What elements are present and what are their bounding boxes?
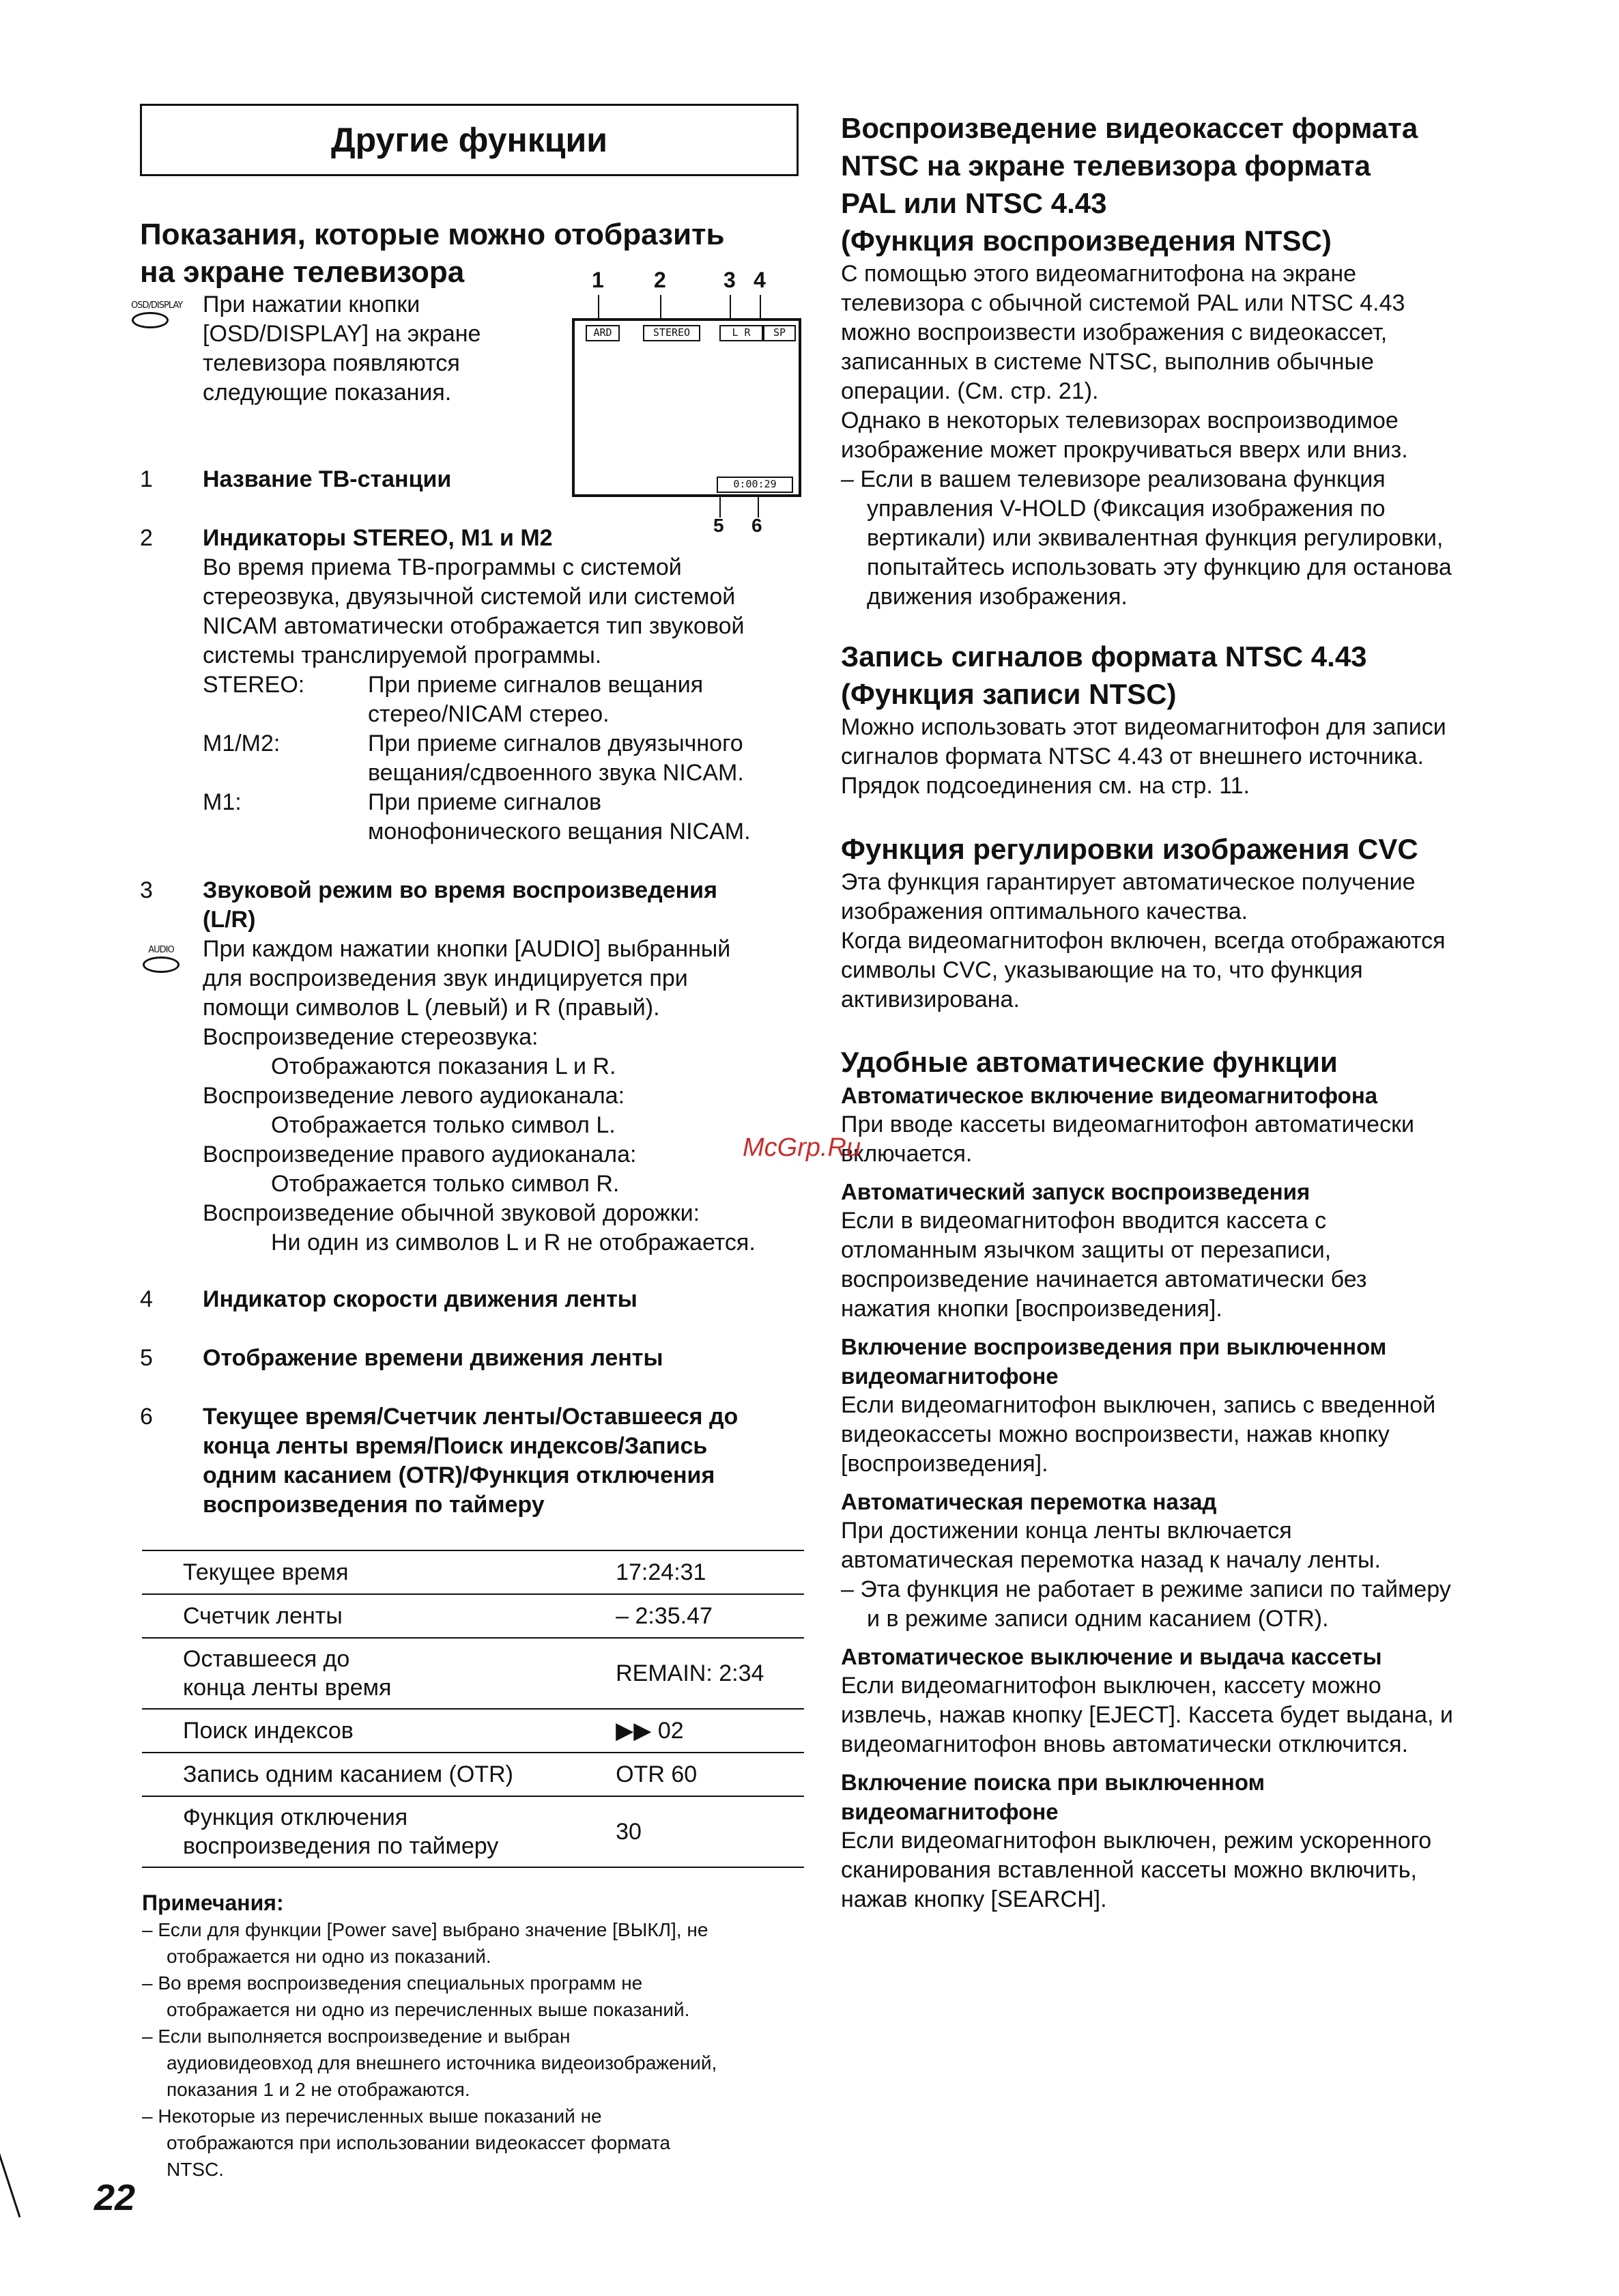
mode-label: Воспроизведение обычной звуковой дорожки: [203,1200,700,1226]
table-cell-value: OTR 60 [609,1753,804,1796]
subsection-title: Автоматический запуск воспроизведения [841,1179,1310,1204]
table-cell-label: Запись одним касанием (OTR) [142,1753,609,1796]
mode-result: Отображается только символ L. [271,1112,616,1138]
item-title: конца ленты время/Поиск индексов/Запись [203,1433,708,1459]
osd-item-3 [140,876,795,1258]
body-line: операции. (См. стр. 21). [841,378,1099,404]
body-line: активизирована. [841,987,1020,1012]
body-line: Можно использовать этот видеомагнитофон для записи [841,714,1446,740]
item-text: Во время приема ТВ-программы с системой [203,554,682,580]
table-row [142,1753,804,1796]
table-cell-label: Текущее время [142,1550,609,1594]
table-row [142,1594,804,1638]
tv-tag-speed: SP [763,325,796,341]
osd-item-1 [140,465,795,494]
body-line: Если в видеомагнитофон вводится кассета с [841,1208,1327,1234]
table-row [142,1796,804,1867]
item-number: 2 [140,525,153,551]
subsection-title: Включение воспроизведения при выключенном [841,1334,1387,1359]
body-line: – Если в вашем телевизоре реализована функция [841,466,1386,492]
page-title: Другие функции [331,121,607,159]
item-title: Индикаторы STEREO, M1 и M2 [203,525,553,551]
tv-tag-lr: L R [719,325,763,341]
section-heading: (Функция записи NTSC) [841,678,1177,710]
auto-functions-section [841,1043,1530,1914]
subsection-title: видеомагнитофоне [841,1363,1059,1389]
tv-number-1: 1 [592,268,604,292]
subsection-title: видеомагнитофоне [841,1799,1059,1824]
item-title: Отображение времени движения ленты [203,1345,663,1371]
item-number: 6 [140,1404,153,1430]
body-line: управления V-HOLD (Фиксация изображения по [867,496,1386,522]
subsection-title: Автоматическое выключение и выдача кассеты [841,1644,1382,1669]
body-line: сканирования вставленной кассеты можно включить, [841,1857,1417,1883]
osd-intro-line: следующие показания. [203,380,452,406]
subsection-title: Включение поиска при выключенном [841,1770,1265,1795]
body-line: видеомагнитофон вновь автоматически отключится. [841,1731,1409,1757]
section-heading: (Функция воспроизведения NTSC) [841,225,1332,257]
subsection-title: Автоматическая перемотка назад [841,1489,1217,1514]
item-title: Индикатор скорости движения ленты [203,1286,637,1312]
osd-item-4 [140,1285,795,1314]
def-term: M1/M2: [203,731,281,756]
def-desc: При приеме сигналов вещания [368,672,704,698]
tv-number-5: 5 [713,515,724,536]
osd-item-2 [140,524,795,847]
ntsc-playback-section [841,109,1530,612]
table-cell-value: 30 [609,1796,804,1867]
body-line: – Эта функция не работает в режиме записи по таймеру [841,1576,1451,1602]
body-line: Однако в некоторых телевизорах воспроизводимое [841,408,1399,434]
item-text: системы транслируемой программы. [203,642,602,668]
tv-number-2: 2 [654,268,666,292]
section-heading: PAL или NTSC 4.43 [841,187,1107,219]
page-title-box [140,104,799,176]
body-line: Если видеомагнитофон выключен, запись с введенной [841,1392,1436,1418]
osd-intro-line: телевизора появляются [203,350,460,376]
item-title: одним касанием (OTR)/Функция отключения [203,1462,715,1488]
body-line: автоматическая перемотка назад к началу ленты. [841,1547,1381,1573]
display-modes-table [142,1550,804,1868]
body-line: [воспроизведения]. [841,1451,1048,1477]
def-term: M1: [203,789,242,815]
subsection-title: Автоматическое включение видеомагнитофона [841,1083,1378,1108]
body-line: телевизора с обычной системой PAL или NTSC 4.43 [841,290,1405,316]
note-item: – Во время воспроизведения специальных программ не отображается ни одно из перечисленных выше показаний. [142,1972,690,2020]
def-stereo [203,670,795,729]
tv-tag-counter: 0:00:29 [717,477,793,493]
tv-tag-station: ARD [586,325,620,341]
table-cell-label: Счетчик ленты [142,1594,609,1638]
section-heading: Функция регулировки изображения CVC [841,833,1418,865]
table-cell-value: 17:24:31 [609,1550,804,1594]
section-heading: NTSC на экране телевизора формата [841,150,1371,182]
body-line: При достижении конца ленты включается [841,1518,1292,1544]
mode-result: Отображаются показания L и R. [271,1053,616,1079]
body-line: включается. [841,1141,973,1167]
body-line: Прядок подсоединения см. на стр. 11. [841,773,1250,799]
body-line: можно воспроизвести изображения с видеокассет, [841,320,1388,345]
table-cell-value: – 2:35.47 [609,1594,804,1638]
body-line: движения изображения. [867,584,1128,610]
def-m1 [203,788,795,847]
body-line: Если видеомагнитофон выключен, кассету можно [841,1673,1381,1699]
table-row [142,1638,804,1709]
def-m1m2 [203,729,795,788]
cvc-section [841,830,1530,1015]
table-row [142,1709,804,1753]
tv-number-6: 6 [751,515,762,536]
item-text: При каждом нажатии кнопки [AUDIO] выбранный [203,936,731,962]
body-line: изображения оптимального качества. [841,898,1248,924]
body-line: Если видеомагнитофон выключен, режим ускоренного [841,1828,1432,1854]
body-line: символы CVC, указывающие на то, что функция [841,957,1363,983]
body-line: нажатия кнопки [воспроизведения]. [841,1296,1222,1322]
def-desc: При приеме сигналов двуязычного [368,731,743,756]
body-line: и в режиме записи одним касанием (OTR). [867,1606,1329,1632]
body-line: извлечь, нажав кнопку [EJECT]. Кассета будет выдана, и [841,1702,1453,1728]
audio-button-caption: AUDIO [148,945,174,955]
watermark: McGrp.Ru [743,1133,861,1162]
body-line: С помощью этого видеомагнитофона на экране [841,261,1357,287]
body-line: сигналов формата NTSC 4.43 от внешнего источника. [841,743,1424,769]
body-line: попытайтесь использовать эту функцию для останова [867,554,1452,580]
def-desc: При приеме сигналов [368,789,602,815]
body-line: Эта функция гарантирует автоматическое получение [841,869,1416,895]
tv-number-3: 3 [723,268,736,292]
osd-button-caption: OSD/DISPLAY [131,300,183,311]
osd-intro [203,290,481,408]
item-text: помощи символов L (левый) и R (правый). [203,995,660,1021]
mode-label: Воспроизведение правого аудиоканала: [203,1142,637,1167]
def-desc: стерео/NICAM стерео. [368,701,610,727]
note-item: – Если для функции [Power save] выбрано значение [ВЫКЛ], не отображается ни одно из показаний. [142,1919,708,1967]
body-line: отломанным язычком защиты от перезаписи, [841,1237,1332,1263]
osd-display-button-icon [131,300,183,328]
body-line: Когда видеомагнитофон включен, всегда отображаются [841,928,1446,954]
table-cell-label: Функция отключения воспроизведения по таймеру [142,1796,609,1867]
note-item: – Некоторые из перечисленных выше показаний не отображаются при использовании видеокассет формата NTSC. [142,2106,671,2180]
body-line: воспроизведение начинается автоматически без [841,1266,1367,1292]
table-row [142,1550,804,1594]
item-title: Название ТВ-станции [203,466,452,492]
item-title: Текущее время/Счетчик ленты/Оставшееся до [203,1404,739,1430]
item-number: 4 [140,1286,153,1312]
page-number: 22 [94,2177,136,2218]
def-desc: вещания/сдвоенного звука NICAM. [368,760,744,786]
def-desc: монофонического вещания NICAM. [368,819,751,845]
osd-heading-line2: на экране телевизора [140,255,465,289]
item-title: воспроизведения по таймеру [203,1492,545,1518]
item-title: Звуковой режим во время воспроизведения [203,877,717,903]
notes-heading: Примечания: [142,1890,284,1915]
audio-button-icon [142,945,180,972]
mode-label: Воспроизведение левого аудиоканала: [203,1083,625,1109]
mode-result: Ни один из символов L и R не отображается. [271,1230,756,1256]
mode-label: Воспроизведение стереозвука: [203,1024,539,1050]
body-line: При вводе кассеты видеомагнитофон автоматически [841,1111,1414,1137]
def-term: STEREO: [203,672,305,698]
table-cell-value: REMAIN: 2:34 [609,1638,804,1709]
osd-intro-line: [OSD/DISPLAY] на экране [203,321,481,347]
osd-item-5 [140,1344,795,1373]
body-line: изображение может прокручиваться вверх или вниз. [841,437,1408,463]
item-text: стереозвука, двуязычной системой или системой [203,584,736,610]
table-cell-label: Поиск индексов [142,1709,609,1753]
body-line: записанных в системе NTSC, выполнив обычные [841,349,1374,375]
body-line: нажав кнопку [SEARCH]. [841,1886,1107,1912]
osd-heading-line1: Показания, которые можно отобразить [140,218,725,251]
osd-heading [140,216,725,291]
ntsc-record-section [841,638,1530,801]
item-number: 5 [140,1345,153,1371]
table-cell-value: ▶▶ 02 [609,1709,804,1753]
table-cell-label: Оставшееся до конца ленты время [142,1638,609,1709]
notes [142,1890,811,2183]
mode-result: Отображается только символ R. [271,1171,620,1197]
item-number: 3 [140,877,153,903]
section-heading: Удобные автоматические функции [841,1046,1338,1078]
osd-item-6 [140,1402,795,1520]
tv-tag-stereo: STEREO [643,325,700,341]
body-line: вертикали) или эквивалентная функция регулировки, [867,525,1444,551]
section-heading: Воспроизведение видеокассет формата [841,112,1418,144]
body-line: видеокассеты можно воспроизвести, нажав кнопку [841,1421,1390,1447]
section-heading: Запись сигналов формата NTSC 4.43 [841,640,1367,672]
note-item: – Если выполняется воспроизведение и выбран аудиовидеовход для внешнего источника видеоизображений, показания 1 и 2 не отображаются. [142,2026,717,2100]
osd-intro-line: При нажатии кнопки [203,292,420,317]
item-text: для воспроизведения звук индицируется при [203,965,688,991]
tv-number-4: 4 [754,268,766,292]
item-text: NICAM автоматически отображается тип звуковой [203,613,745,639]
item-number: 1 [140,466,153,492]
scan-mark [0,2152,20,2217]
item-title: (L/R) [203,907,256,933]
